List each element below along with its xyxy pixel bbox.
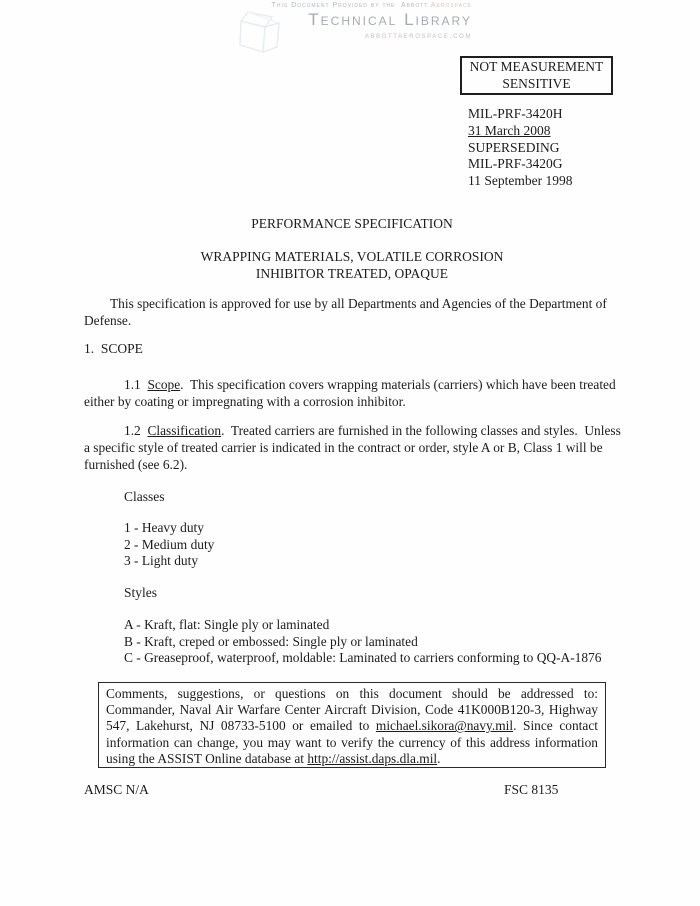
amsc-number: AMSC N/A bbox=[84, 782, 149, 797]
section-1-heading: 1. SCOPE bbox=[84, 341, 143, 356]
notice-line-1: NOT MEASUREMENT bbox=[469, 59, 604, 74]
class-item-3: 3 - Light duty bbox=[124, 553, 199, 568]
paragraph-1-1-text: . This specification covers wrapping materials (carriers) which have been treated either by coating or impregnating with a corrosion inhibitor. bbox=[84, 377, 616, 409]
logo-tagline-prefix: This Document Provided by the bbox=[271, 2, 396, 9]
paragraph-1-1-number: 1.1 bbox=[124, 377, 148, 392]
not-measurement-sensitive-box bbox=[460, 56, 613, 95]
styles-list bbox=[124, 617, 601, 667]
classes-list bbox=[124, 520, 214, 570]
approval-paragraph: This specification is approved for use by all Departments and Agencies of the Department of Defense. bbox=[84, 296, 607, 328]
spec-number: MIL-PRF-3420H bbox=[468, 106, 563, 121]
classes-heading: Classes bbox=[124, 489, 165, 504]
comments-box bbox=[98, 682, 606, 768]
document-type-heading: PERFORMANCE SPECIFICATION bbox=[251, 216, 453, 231]
logo-brand-abbott: Abbott bbox=[401, 2, 429, 9]
logo-brand-aerospace: Aerospace bbox=[430, 2, 472, 9]
superseded-spec-date: 11 September 1998 bbox=[468, 173, 573, 189]
comments-text-3: . bbox=[437, 750, 441, 766]
logo-tagline bbox=[232, 2, 472, 10]
style-item-c: C - Greaseproof, waterproof, moldable: Laminated to carriers conforming to QQ-A-1876 bbox=[124, 650, 602, 665]
fsc-number: FSC 8135 bbox=[504, 782, 559, 797]
class-item-1: 1 - Heavy duty bbox=[124, 520, 204, 535]
paragraph-1-1-title: Scope bbox=[147, 377, 181, 392]
spec-date: 31 March 2008 bbox=[468, 122, 551, 138]
paragraph-1-2-title: Classification bbox=[147, 423, 222, 438]
styles-heading: Styles bbox=[124, 585, 158, 600]
paragraph-1-2-text: . Treated carriers are furnished in the following classes and styles. Unless a specific style of treated carrier is indicated in the contract or order, style A or B, Class 1 will be furnished (see 6.2). bbox=[84, 423, 621, 472]
document-title-line-2: INHIBITOR TREATED, OPAQUE bbox=[255, 266, 449, 281]
assist-database-link[interactable]: http://assist.daps.dla.mil bbox=[307, 750, 438, 766]
comments-text-1: Comments, suggestions, or questions on this document should be addressed to: Commander, Naval Air Warfare Center Aircraft Division, Code 41K000B120-3, Highway 547, Lakehurst, NJ 08733-5100 or emailed to bbox=[106, 686, 598, 734]
superseded-spec-number: MIL-PRF-3420G bbox=[468, 156, 563, 172]
notice-line-2: SENSITIVE bbox=[502, 75, 571, 91]
document-title-line-1: WRAPPING MATERIALS, VOLATILE CORROSION bbox=[200, 249, 504, 264]
abbott-aerospace-logo bbox=[232, 2, 472, 40]
paragraph-1-1 bbox=[84, 377, 629, 411]
superseding-label: SUPERSEDING bbox=[468, 139, 560, 155]
document-id-block bbox=[468, 106, 572, 190]
class-item-2: 2 - Medium duty bbox=[124, 536, 215, 552]
contact-email-link[interactable]: michael.sikora@navy.mil bbox=[375, 718, 514, 734]
comments-text-2: . Since contact information can change, you may want to verify the currency of this address information using the ASSIST Online database at bbox=[106, 718, 598, 766]
style-item-b: B - Kraft, creped or embossed: Single ply or laminated bbox=[124, 633, 418, 649]
logo-title: Technical Library bbox=[308, 10, 472, 29]
paragraph-1-2 bbox=[84, 423, 629, 473]
logo-website: abbottaerospace.com bbox=[364, 31, 472, 40]
style-item-a: A - Kraft, flat: Single ply or laminated bbox=[124, 617, 330, 632]
title-block bbox=[84, 215, 620, 282]
paragraph-1-2-number: 1.2 bbox=[124, 423, 148, 438]
